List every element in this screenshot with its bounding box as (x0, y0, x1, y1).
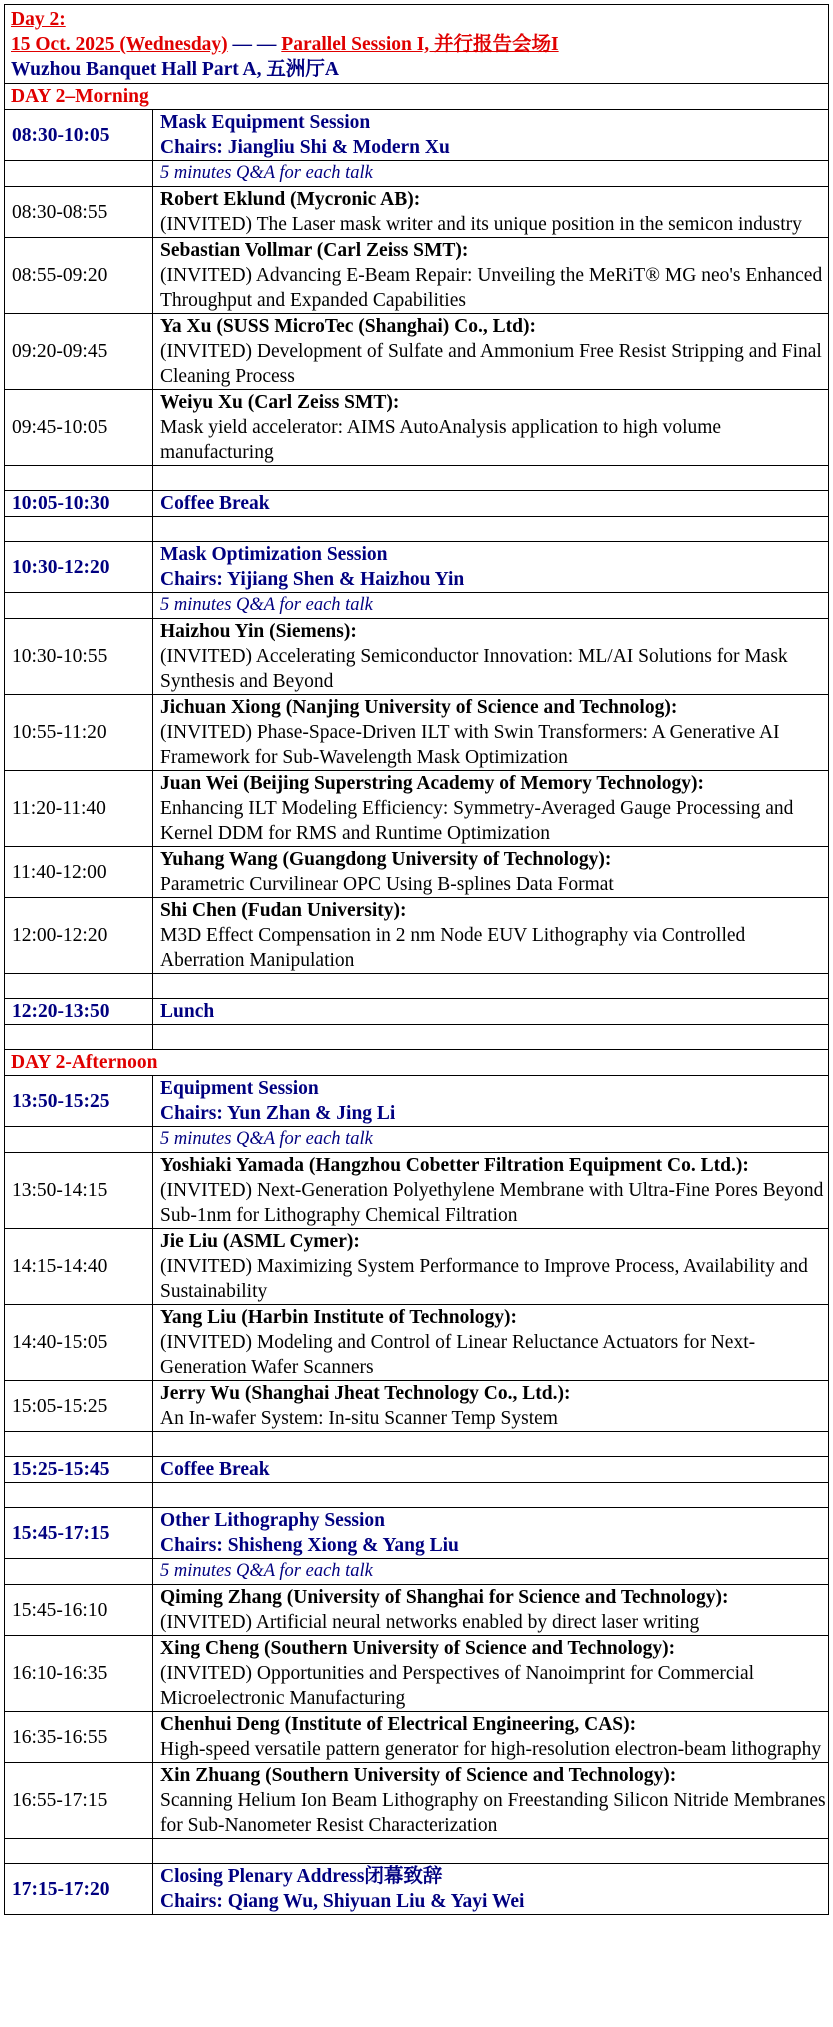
date: 15 Oct. 2025 (Wednesday) (11, 34, 228, 55)
talk-info (153, 187, 829, 238)
talk-info (153, 1712, 829, 1763)
qa-row (5, 1559, 829, 1585)
session-chairs: Chairs: Shisheng Xiong & Yang Liu (160, 1535, 459, 1556)
lunch-time: 12:20-13:50 (5, 999, 153, 1025)
talk-speaker: Chenhui Deng (Institute of Electrical Engineering, CAS): (160, 1714, 637, 1735)
schedule-table (4, 4, 829, 1915)
talk-title: (INVITED) The Laser mask writer and its unique position in the semicon industry (160, 214, 802, 235)
talk-speaker: Yuhang Wang (Guangdong University of Technology): (160, 849, 612, 870)
talk-row (5, 1712, 829, 1763)
break-label: Coffee Break (153, 1457, 829, 1483)
spacer-row (5, 1025, 829, 1050)
talk-row (5, 695, 829, 771)
talk-title: (INVITED) Opportunities and Perspectives of Nanoimprint for Commercial Microelectronic Manufacturing (160, 1663, 755, 1709)
session-row (5, 542, 829, 593)
talk-info (153, 1381, 829, 1432)
talk-row (5, 1381, 829, 1432)
session-time: 15:45-17:15 (5, 1508, 153, 1559)
session-name: Mask Equipment Session (160, 112, 371, 133)
spacer-row (5, 517, 829, 542)
lunch-label: Lunch (153, 999, 829, 1025)
qa-note: 5 minutes Q&A for each talk (153, 1559, 829, 1585)
talk-row (5, 1585, 829, 1636)
talk-info (153, 1153, 829, 1229)
talk-title: (INVITED) Modeling and Control of Linear Reluctance Actuators for Next-Generation Wafer Scanners (160, 1332, 756, 1378)
session-row (5, 1076, 829, 1127)
talk-row (5, 619, 829, 695)
talk-title: (INVITED) Maximizing System Performance to Improve Process, Availability and Sustainability (160, 1256, 808, 1302)
talk-info (153, 314, 829, 390)
closing-name: Closing Plenary Address闭幕致辞 (160, 1866, 443, 1887)
qa-note: 5 minutes Q&A for each talk (153, 593, 829, 619)
talk-speaker: Haizhou Yin (Siemens): (160, 621, 357, 642)
talk-row (5, 390, 829, 466)
talk-title: Scanning Helium Ion Beam Lithography on Freestanding Silicon Nitride Membranes for Sub-Nanometer Resist Characterization (160, 1790, 826, 1836)
qa-row (5, 161, 829, 187)
date-line (11, 32, 822, 57)
talk-row (5, 238, 829, 314)
talk-time: 16:10-16:35 (5, 1636, 153, 1712)
session-info (153, 110, 829, 161)
dash-separator: — — (232, 34, 277, 55)
talk-row (5, 1763, 829, 1839)
talk-title: (INVITED) Accelerating Semiconductor Innovation: ML/AI Solutions for Mask Synthesis and Beyond (160, 646, 788, 692)
talk-speaker: Robert Eklund (Mycronic AB): (160, 189, 421, 210)
break-time: 15:25-15:45 (5, 1457, 153, 1483)
talk-time: 10:55-11:20 (5, 695, 153, 771)
talk-info (153, 238, 829, 314)
talk-time: 09:20-09:45 (5, 314, 153, 390)
schedule-sheet (4, 4, 829, 1915)
talk-info (153, 1585, 829, 1636)
talk-info (153, 390, 829, 466)
talk-speaker: Jichuan Xiong (Nanjing University of Science and Technolog): (160, 697, 678, 718)
session-name: Other Lithography Session (160, 1510, 386, 1531)
talk-row (5, 1636, 829, 1712)
session-row (5, 1508, 829, 1559)
session-time: 13:50-15:25 (5, 1076, 153, 1127)
session-info (153, 1076, 829, 1127)
talk-info (153, 771, 829, 847)
qa-note: 5 minutes Q&A for each talk (153, 161, 829, 187)
talk-info (153, 847, 829, 898)
talk-title: (INVITED) Next-Generation Polyethylene Membrane with Ultra-Fine Pores Beyond Sub-1nm for Lithography Chemical Filtration (160, 1180, 824, 1226)
talk-speaker: Ya Xu (SUSS MicroTec (Shanghai) Co., Ltd): (160, 316, 536, 337)
talk-time: 13:50-14:15 (5, 1153, 153, 1229)
closing-info (153, 1864, 829, 1915)
talk-speaker: Yoshiaki Yamada (Hangzhou Cobetter Filtration Equipment Co. Ltd.): (160, 1155, 749, 1176)
talk-row (5, 847, 829, 898)
afternoon-label: DAY 2-Afternoon (5, 1050, 829, 1076)
talk-time: 14:40-15:05 (5, 1305, 153, 1381)
session-info (153, 1508, 829, 1559)
talk-speaker: Jie Liu (ASML Cymer): (160, 1231, 360, 1252)
closing-chairs: Chairs: Qiang Wu, Shiyuan Liu & Yayi Wei (160, 1891, 525, 1912)
session-title: Parallel Session I, 并行报告会场I (281, 34, 559, 55)
talk-time: 08:30-08:55 (5, 187, 153, 238)
talk-title: (INVITED) Phase-Space-Driven ILT with Swin Transformers: A Generative AI Framework for Sub-Wavelength Mask Optimization (160, 722, 780, 768)
break-label: Coffee Break (153, 491, 829, 517)
qa-row (5, 1127, 829, 1153)
talk-time: 10:30-10:55 (5, 619, 153, 695)
talk-info (153, 619, 829, 695)
session-time: 08:30-10:05 (5, 110, 153, 161)
talk-title: High-speed versatile pattern generator for high-resolution electron-beam lithography (160, 1739, 822, 1760)
talk-speaker: Xin Zhuang (Southern University of Science and Technology): (160, 1765, 677, 1786)
talk-time: 16:35-16:55 (5, 1712, 153, 1763)
talk-row (5, 1305, 829, 1381)
talk-speaker: Weiyu Xu (Carl Zeiss SMT): (160, 392, 400, 413)
session-row (5, 110, 829, 161)
day-label-row (5, 84, 829, 110)
session-info (153, 542, 829, 593)
talk-speaker: Juan Wei (Beijing Superstring Academy of Memory Technology): (160, 773, 705, 794)
talk-row (5, 314, 829, 390)
talk-info (153, 1763, 829, 1839)
talk-row (5, 1229, 829, 1305)
talk-time: 16:55-17:15 (5, 1763, 153, 1839)
talk-row (5, 187, 829, 238)
talk-info (153, 898, 829, 974)
talk-time: 09:45-10:05 (5, 390, 153, 466)
talk-speaker: Yang Liu (Harbin Institute of Technology): (160, 1307, 518, 1328)
qa-note: 5 minutes Q&A for each talk (153, 1127, 829, 1153)
talk-info (153, 1305, 829, 1381)
talk-info (153, 1636, 829, 1712)
talk-title: M3D Effect Compensation in 2 nm Node EUV Lithography via Controlled Aberration Manipulation (160, 925, 746, 971)
closing-row (5, 1864, 829, 1915)
morning-label: DAY 2–Morning (5, 84, 829, 110)
talk-title: (INVITED) Artificial neural networks enabled by direct laser writing (160, 1612, 700, 1633)
session-chairs: Chairs: Yun Zhan & Jing Li (160, 1103, 396, 1124)
talk-time: 14:15-14:40 (5, 1229, 153, 1305)
spacer-row (5, 1839, 829, 1864)
talk-time: 15:45-16:10 (5, 1585, 153, 1636)
header-row (5, 5, 829, 84)
break-row (5, 999, 829, 1025)
closing-time: 17:15-17:20 (5, 1864, 153, 1915)
qa-row (5, 593, 829, 619)
talk-time: 11:40-12:00 (5, 847, 153, 898)
talk-speaker: Shi Chen (Fudan University): (160, 900, 407, 921)
talk-row (5, 1153, 829, 1229)
talk-speaker: Qiming Zhang (University of Shanghai for Science and Technology): (160, 1587, 729, 1608)
talk-speaker: Xing Cheng (Southern University of Science and Technology): (160, 1638, 676, 1659)
talk-title: (INVITED) Development of Sulfate and Ammonium Free Resist Stripping and Final Cleaning Process (160, 341, 822, 387)
talk-speaker: Sebastian Vollmar (Carl Zeiss SMT): (160, 240, 469, 261)
talk-title: (INVITED) Advancing E-Beam Repair: Unveiling the MeRiT® MG neo's Enhanced Throughput and Expanded Capabilities (160, 265, 823, 311)
session-chairs: Chairs: Jiangliu Shi & Modern Xu (160, 137, 450, 158)
venue: Wuzhou Banquet Hall Part A, 五洲厅A (11, 59, 339, 80)
break-time: 10:05-10:30 (5, 491, 153, 517)
talk-info (153, 1229, 829, 1305)
break-row (5, 1457, 829, 1483)
talk-info (153, 695, 829, 771)
break-row (5, 491, 829, 517)
talk-time: 11:20-11:40 (5, 771, 153, 847)
header-cell (5, 5, 829, 84)
talk-row (5, 898, 829, 974)
spacer-row (5, 974, 829, 999)
spacer-row (5, 1483, 829, 1508)
spacer-row (5, 1432, 829, 1457)
talk-time: 15:05-15:25 (5, 1381, 153, 1432)
session-name: Mask Optimization Session (160, 544, 388, 565)
session-name: Equipment Session (160, 1078, 319, 1099)
spacer-row (5, 466, 829, 491)
day-heading: Day 2: (11, 9, 66, 30)
talk-title: Enhancing ILT Modeling Efficiency: Symmetry-Averaged Gauge Processing and Kernel DDM for RMS and Runtime Optimization (160, 798, 794, 844)
session-time: 10:30-12:20 (5, 542, 153, 593)
talk-time: 12:00-12:20 (5, 898, 153, 974)
talk-speaker: Jerry Wu (Shanghai Jheat Technology Co., Ltd.): (160, 1383, 571, 1404)
talk-title: Parametric Curvilinear OPC Using B-splines Data Format (160, 874, 614, 895)
talk-time: 08:55-09:20 (5, 238, 153, 314)
talk-row (5, 771, 829, 847)
day-label-row (5, 1050, 829, 1076)
talk-title: Mask yield accelerator: AIMS AutoAnalysis application to high volume manufacturing (160, 417, 722, 463)
talk-title: An In-wafer System: In-situ Scanner Temp System (160, 1408, 558, 1429)
session-chairs: Chairs: Yijiang Shen & Haizhou Yin (160, 569, 465, 590)
